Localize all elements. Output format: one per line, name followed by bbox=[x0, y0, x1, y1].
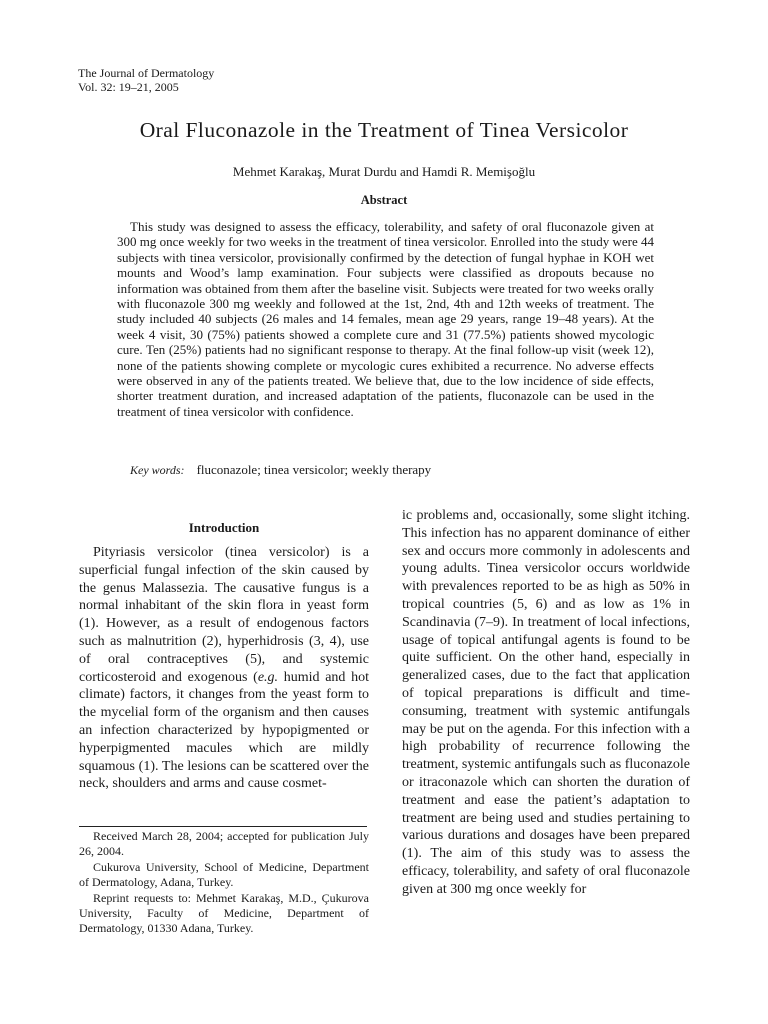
keywords-label: Key words: bbox=[130, 463, 185, 477]
introduction-heading: Introduction bbox=[188, 520, 260, 535]
footnote-divider bbox=[79, 826, 367, 827]
journal-volume: Vol. 32: 19–21, 2005 bbox=[78, 80, 179, 94]
article-title: Oral Fluconazole in the Treatment of Tinea Versicolor bbox=[139, 118, 629, 142]
right-column bbox=[402, 507, 690, 899]
keywords-value: fluconazole; tinea versicolor; weekly therapy bbox=[196, 462, 432, 477]
footnotes bbox=[79, 829, 369, 937]
abstract-text: This study was designed to assess the efficacy, tolerability, and safety of oral fluconazole given at 300 mg once weekly for two weeks in the treatment of tinea versicolor. Enrolled into the study were 44 subjects with tinea versicolor, provisionally confirmed by the detection of fungal hyphae in KOH wet mounts and Wood’s lamp examination. Four subjects were classified as dropouts because no information was obtained from them after the baseline visit. Subjects were treated for two weeks orally with fluconazole 300 mg weekly and followed at the 1st, 2nd, 4th and 12th weeks of treatment. The study included 40 subjects (26 males and 14 females, mean age 29 years, range 19–48 years). At the week 4 visit, 30 (75%) patients showed a complete cure and 31 (77.5%) patients showed mycologic cure. Ten (25%) patients had no significant response to therapy. At the final follow-up visit (week 12), none of the patients showing complete or mycologic cures exhibited a recurrence. No adverse effects were observed in any of the patients treated. We believe that, due to the low incidence of side effects, shorter treatment duration, and increased adaptation of the patients, fluconazole can be used in the treatment of tinea versicolor with confidence. bbox=[117, 219, 654, 419]
introduction-paragraph-left bbox=[79, 544, 369, 793]
footnote-affiliation: Cukurova University, School of Medicine, Department of Dermatology, Adana, Turkey. bbox=[79, 859, 369, 890]
footnote-received: Received March 28, 2004; accepted for publication July 26, 2004. bbox=[79, 829, 369, 859]
keywords bbox=[130, 462, 431, 478]
journal-header bbox=[78, 66, 214, 94]
abstract-heading: Abstract bbox=[360, 193, 408, 207]
left-column bbox=[79, 520, 369, 793]
intro-text-part1: Pityriasis versicolor (tinea versicolor) is a superficial fungal infection of the skin caused by the genus Malassezia. The causative fungus is a normal inhabitant of the skin flora in yeast form (1). However, as a result of endogenous factors such as malnutrition (2), hyperhidrosis (3, 4), use of oral contraceptives (5), and systemic corticosteroid and exogenous ( bbox=[79, 545, 369, 685]
intro-text-part2: humid and hot climate) factors, it changes from the yeast form to the mycelial form of the organism and then causes an infection characterized by hypopigmented or hyperpigmented macules which are mildly squamous (1). The lesions can be scattered over the neck, shoulders and arms and cause cosmet- bbox=[79, 669, 369, 792]
author-list: Mehmet Karakaş, Murat Durdu and Hamdi R. Memişoğlu bbox=[232, 164, 536, 179]
journal-name: The Journal of Dermatology bbox=[78, 66, 215, 80]
intro-eg: e.g. bbox=[257, 669, 279, 685]
introduction-paragraph-right: ic problems and, occasionally, some slight itching. This infection has no apparent dominance of either sex and occurs more commonly in adolescents and young adults. Tinea versicolor occurs worldwide with prevalences reported to be as high as 50% in tropical countries (5, 6) and as low as 1% in Scandinavia (7–9). In treatment of local infections, usage of topical antifungal agents is found to be quite sufficient. On the other hand, especially in generalized cases, due to the fact that application of topical preparations is difficult and time-consuming, treatment with systemic antifungals may be put on the agenda. For this infection with a high probability of recurrence following the treatment, systemic antifungals such as fluconazole or itraconazole which can shorten the duration of treatment and ease the patient’s adaptation to treatment are being used and studies pertaining to various durations and dosages have been prepared (1). The aim of this study was to assess the efficacy, tolerability, and safety of oral fluconazole given at 300 mg once weekly for bbox=[402, 508, 690, 897]
footnote-reprint: Reprint requests to: Mehmet Karakaş, M.D., Çukurova University, Faculty of Medicine, Department of Dermatology, 01330 Adana, Turkey. bbox=[79, 890, 369, 936]
